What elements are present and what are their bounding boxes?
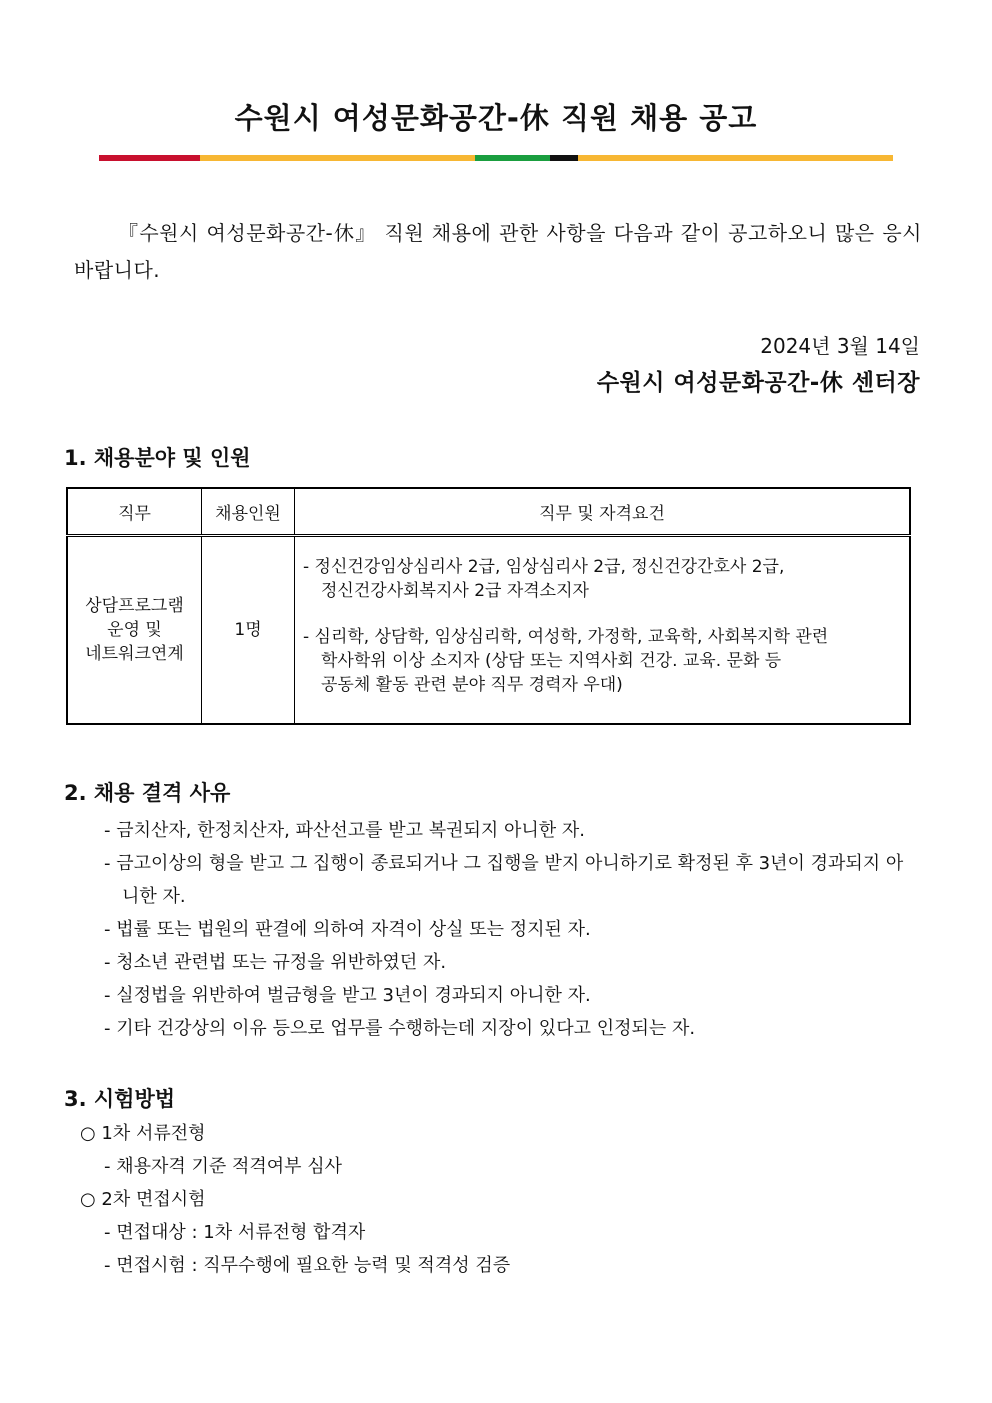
section2-title: 2. 채용 결격 사유 (64, 781, 231, 805)
table-header-row (67, 488, 910, 536)
list-item: - 면접시험 : 직무수행에 필요한 능력 및 적격성 검증 (104, 1255, 511, 1276)
list-item: - 채용자격 기준 적격여부 심사 (104, 1156, 343, 1177)
announcement-date: 2024년 3월 14일 (760, 334, 920, 358)
count-cell: 1명 (202, 536, 295, 724)
color-bar-segment (99, 155, 200, 161)
list-item: - 실정법을 위반하여 벌금형을 받고 3년이 경과되지 아니한 자. (104, 985, 591, 1006)
color-bar-segment (475, 155, 550, 161)
section3-title: 3. 시험방법 (64, 1087, 176, 1111)
section1-title: 1. 채용분야 및 인원 (64, 446, 251, 470)
table-row (67, 536, 910, 724)
header-job: 직무 (67, 488, 202, 536)
list-item: - 금치산자, 한정치산자, 파산선고를 받고 복권되지 아니한 자. (104, 820, 586, 841)
header-requirements: 직무 및 자격요건 (295, 488, 911, 536)
disqualification-list (104, 814, 916, 1045)
requirement-item: - 정신건강임상심리사 2급, 임상심리사 2급, 정신건강간호사 2급, 정신건강사회복지사 2급 자격소지자 (303, 557, 785, 601)
requirement-item: - 심리학, 상담학, 임상심리학, 여성학, 가정학, 교육학, 사회복지학 관련 학사학위 이상 소지자 (상담 또는 지역사회 건강. 교육. 문화 등 공동체 활동 관련 분야 직무 경력자 우대) (303, 627, 829, 695)
intro-paragraph: 『수원시 여성문화공간-休』 직원 채용에 관한 사항을 다음과 같이 공고하오니 많은 응시 바랍니다. (74, 221, 922, 282)
requirements-cell (295, 536, 911, 724)
exam-stage-2: ○ 2차 면접시험 (80, 1189, 206, 1210)
recruitment-table (66, 487, 911, 725)
color-bar-segment (200, 155, 475, 161)
color-bar-segment (550, 155, 578, 161)
title-color-bar (99, 155, 893, 161)
list-item: - 청소년 관련법 또는 규정을 위반하였던 자. (104, 952, 447, 973)
header-count: 채용인원 (202, 488, 295, 536)
list-item: - 면접대상 : 1차 서류전형 합격자 (104, 1222, 366, 1243)
list-item: - 법률 또는 법원의 판결에 의하여 자격이 상실 또는 정지된 자. (104, 919, 591, 940)
signer-name: 수원시 여성문화공간-休 센터장 (596, 370, 920, 396)
list-item: - 금고이상의 형을 받고 그 집행이 종료되거나 그 집행을 받지 아니하기로 확정된 후 3년이 경과되지 아니한 자. (104, 853, 904, 907)
exam-method (80, 1117, 880, 1282)
exam-stage-1: ○ 1차 서류전형 (80, 1123, 206, 1144)
list-item: - 기타 건강상의 이유 등으로 업무를 수행하는데 지장이 있다고 인정되는 자. (104, 1018, 696, 1039)
color-bar-segment (578, 155, 893, 161)
page-title: 수원시 여성문화공간-休 직원 채용 공고 (234, 101, 758, 135)
job-cell: 상담프로그램 운영 및 네트워크연계 (67, 536, 202, 724)
